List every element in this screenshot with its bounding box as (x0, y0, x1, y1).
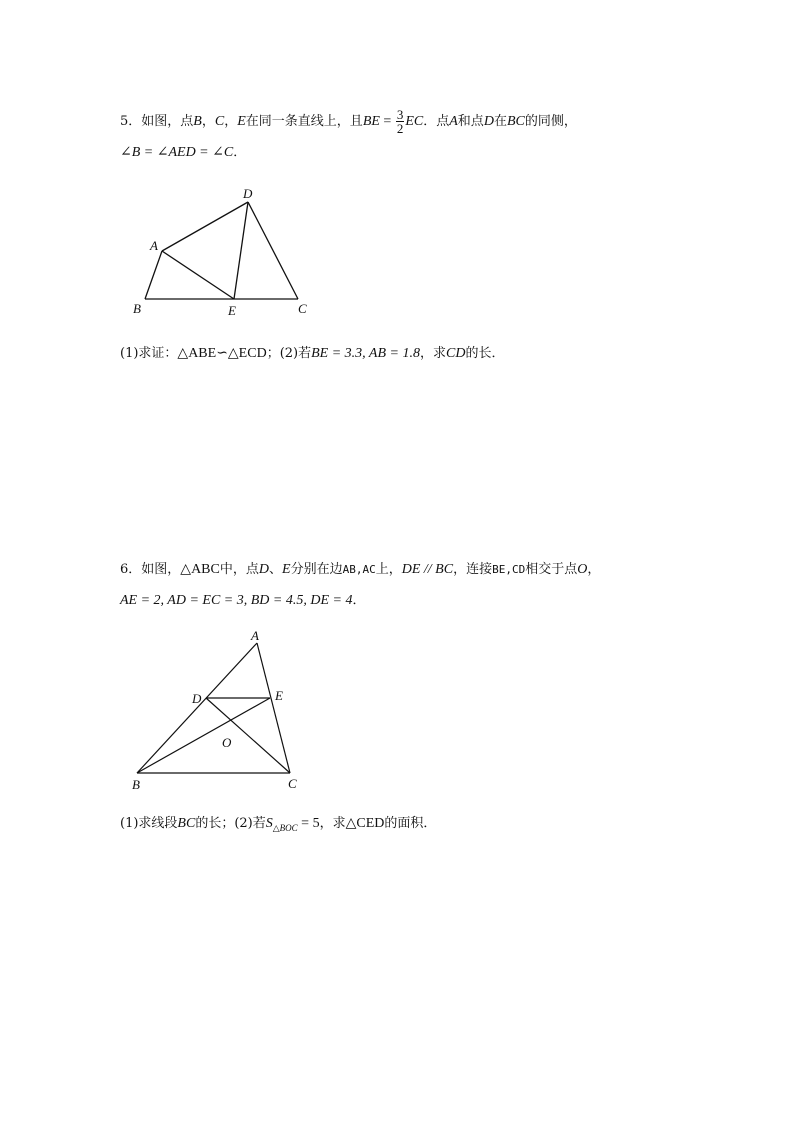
problem5-number-label: 5． (120, 114, 142, 129)
problem5-questions: (1)求证：△ABE∽△ECD；(2)若BE = 3.3, AB = 1.8，求CD的长． (120, 346, 505, 361)
label-point-o: O (222, 735, 232, 750)
label-point-c: C (298, 301, 307, 316)
problem5-statement-line1: 5．如图，点B，C，E在同一条直线上，且BE = $\frac{3}{2}$ EC．点A和点D在BC的同侧， (120, 107, 577, 136)
label-point-d: D (192, 691, 202, 706)
angle-equality: ∠B = ∠AED = ∠C (120, 145, 234, 160)
segment-cd (206, 698, 290, 773)
segment-de (234, 202, 248, 299)
problem6-questions: (1)求线段BC的长；(2)若$S_{\triangle BOC} = 5$，求△CED的面积． (120, 816, 437, 833)
problem6-number-label: 6． (120, 562, 142, 577)
label-point-c: C (288, 776, 297, 791)
problem6-statement-line2: AE = 2, AD = EC = 3, BD = 4.5, DE = 4． (120, 593, 366, 608)
label-point-b: B (132, 777, 140, 792)
segment-ae (162, 251, 234, 299)
label-point-d: D (243, 186, 253, 201)
label-point-b: B (133, 301, 141, 316)
label-point-a: A (251, 628, 259, 643)
problem6-statement-line1: 6．如图，△ABC中，点D、E分别在边AB,AC上，DE // BC，连接BE,CD相交于点O， (120, 562, 601, 577)
segment-be (137, 698, 270, 773)
segment-ac (257, 643, 290, 773)
label-point-a: A (150, 238, 158, 253)
fraction-three-halves: $\frac{3}{2}$ (396, 107, 404, 136)
segment-ad (162, 202, 248, 251)
segment-ab (137, 643, 257, 773)
label-point-e: E (275, 688, 283, 703)
problem5-statement-line2: ∠B = ∠AED = ∠C． (120, 145, 247, 160)
segment-ab (145, 251, 162, 299)
eq-lhs: BE (362, 114, 380, 129)
label-point-e: E (228, 303, 236, 318)
segment-dc (248, 202, 298, 299)
given-lengths: AE = 2, AD = EC = 3, BD = 4.5, DE = 4 (120, 593, 353, 608)
